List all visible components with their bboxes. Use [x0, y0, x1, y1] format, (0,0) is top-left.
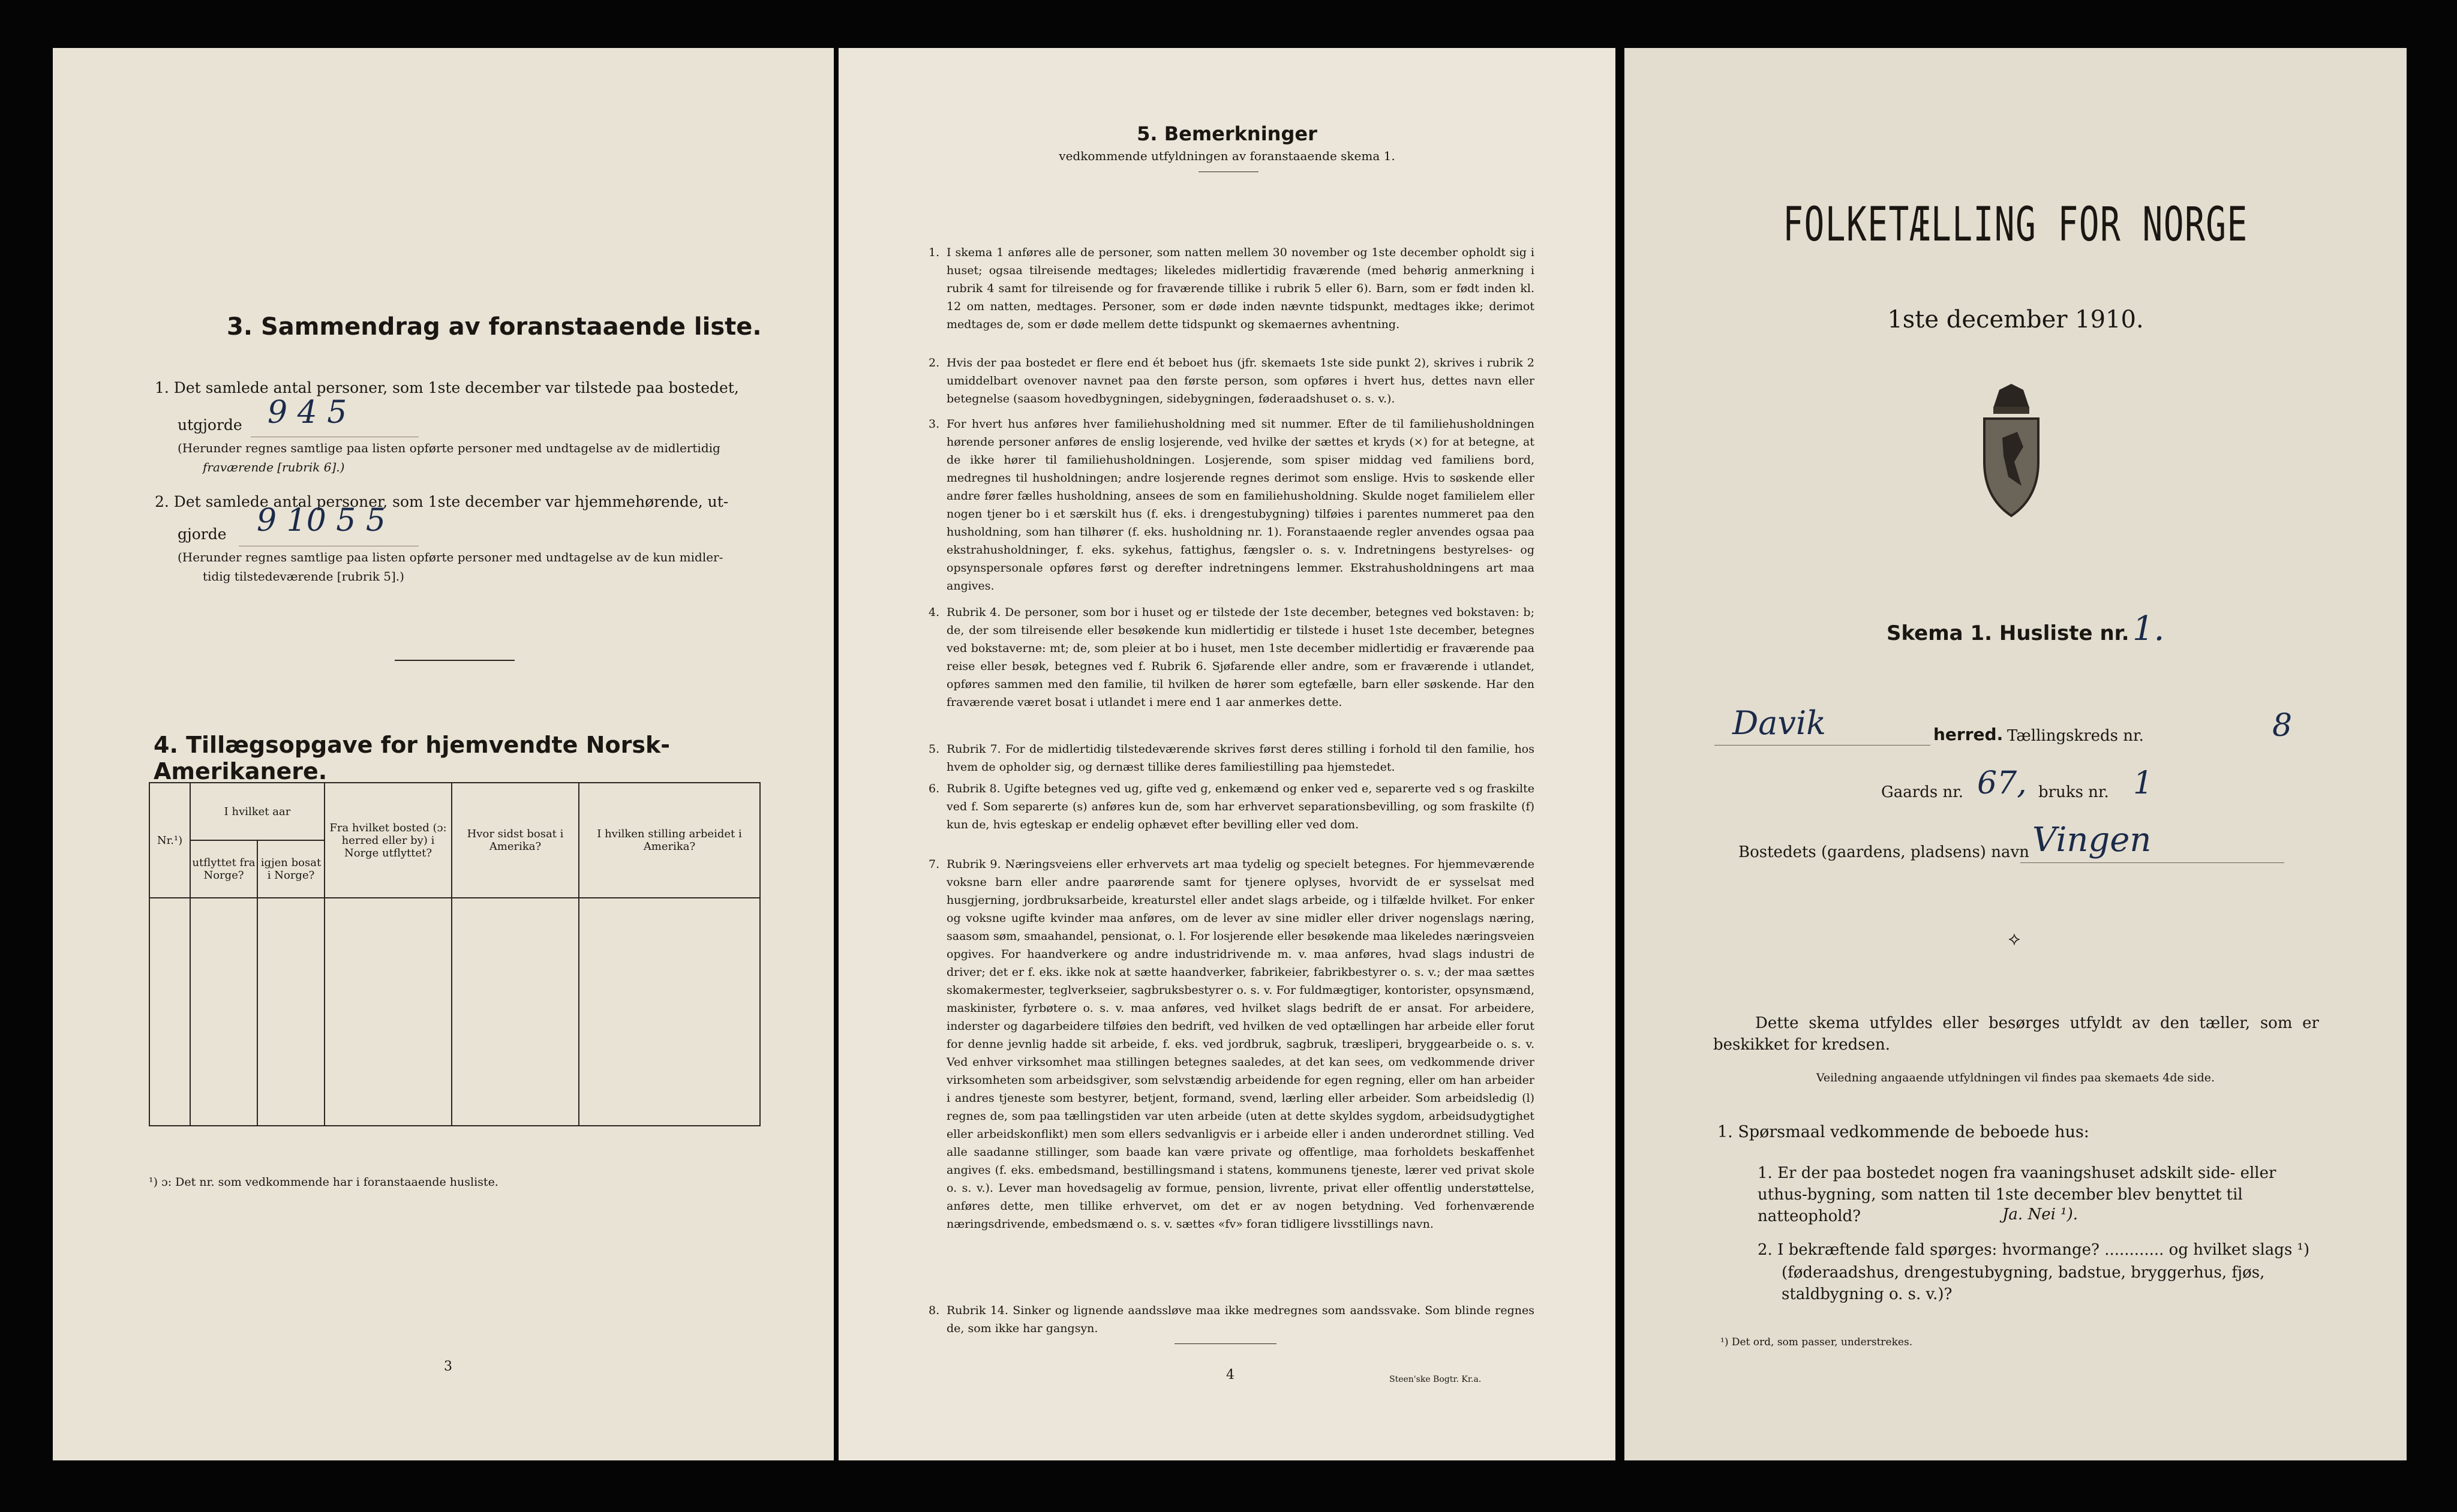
question-1: 1. Er der paa bostedet nogen fra vaaningshuset adskilt side- eller uthus-bygning, som natten til 1ste december blev benyttet til natteophold? [1758, 1164, 2276, 1225]
question-2-detail: (føderaadshus, drengestubygning, badstue, bryggerhus, fjøs, staldbygning o. s. v.)? [1782, 1264, 2265, 1303]
remarks-subtitle: vedkommende utfyldningen av foranstaaende skema 1. [1059, 149, 1395, 163]
remark-text: Rubrik 9. Næringsveiens eller erhvervets art maa tydelig og specielt betegnes. For hjemmeværende voksne barn eller andre paarørende samt for tjenere oplyses, hvorvidt de er sysselsat med husgjerning, jordbruksarbeide, kreaturstel eller andet slags arbeide, og i tilfælde hvilket. For enker og voksne ugifte kvinder maa anføres, om de lever av sine midler eller driver nogenslags næring, saasom søm, smaahandel, pensionat, o. l. For losjerende eller besøkende maa likeledes næringsveien opgives. For haandverkere og andre industridrivende m. v. maa anføres, hvad slags industri de driver; det er f. eks. ikke nok at sætte haandverker, fabrikeier, fabrikbestyrer o. s. v.; der maa sættes skomakermester, teglverkseier, sagbruksbestyrer o. s. v. For fuldmægtiger, kontorister, opsynsmænd, maskinister, fyrbøtere o. s. v. maa anføres, ved hvilket slags bedrift de er ansat. For arbeidere, inderster og dagarbeidere tilføies den bedrift, ved hvilken de ved optællingen har arbeide eller forut for denne jevnlig hadde sit arbeide, f. eks. ved jordbruk, sagbruk, træsliperi, bryggearbeide o. s. v. Ved enhver virksomhet maa stillingen betegnes saaledes, at det kan sees, om vedkommende driver virksomheten som arbeidsgiver, som selvstændig arbeidende for egen regning, eller om han arbeider i andres tjeneste som bestyrer, betjent, formand, svend, lærling eller arbeider. Som arbeidsledig (l) regnes de, som paa tællingstiden var uten arbeide (uten at dette skyldes sygdom, arbeidsudygtighet eller arbeidskonflikt) men som ellers sedvanligvis er i arbeide eller i anden underordnet stilling. Ved alle saadanne stillinger, som baade kan være private og offentlige, maa forholdets beskaffenhet angives (f. eks. embedsmand, bestillingsmand i statens, kommunens tjeneste, lærer ved privat skole o. s. v.). Lever man hovedsagelig av formue, pension, livrente, privat eller offentlig understøttelse, anføres dette, men tillike erhvervet, om det er av nogen betydning. Ved forhenværende næringsdrivende, embedsmænd o. s. v. sættes «fv» foran tidligere livsstillings navn. [947, 858, 1534, 1231]
norsk-amerikanere-table [149, 782, 761, 1126]
questions-title: 1. Spørsmaal vedkommende de beboede hus: [1717, 1123, 2089, 1141]
remark-number: 5. [929, 743, 940, 756]
skema-label: Skema 1. Husliste nr. [1887, 621, 2129, 645]
herred-label: herred. [1933, 725, 2004, 744]
remark-number: 4. [929, 606, 940, 619]
bruks-value: 1 [2133, 765, 2153, 801]
remark-text: Rubrik 14. Sinker og lignende aandssløve maa ikke medregnes som aandssvake. Som blinde regnes de, som ikke har gangsyn. [947, 1304, 1534, 1335]
summary-item1-note1: (Herunder regnes samtlige paa listen opførte personer med undtagelse av de midlertidig [178, 441, 720, 455]
summary-item1-handwritten-value: 9 4 5 [268, 395, 347, 431]
left-page [53, 48, 834, 1460]
summary-item1-text: 1. Det samlede antal personer, som 1ste december var tilstede paa bostedet, [155, 379, 739, 396]
remark-text: I skema 1 anføres alle de personer, som natten mellem 30 november og 1ste december opholdt sig i huset; ogsaa tilreisende medtages; likeledes midlertidig fraværende (med behørig anmerkning i rubrik 4 samt for tilreisende og for fraværende tillike i rubrik 5 eller 6). Barn, som er født inden kl. 12 om natten, medtages. Personer, som er døde inden nævnte tidspunkt, medtages ikke; derimot medtages de, som er døde mellem dette tidspunkt og skemaernes avhentning. [947, 246, 1534, 331]
husliste-nr-value: 1. [2132, 609, 2165, 648]
remark-text: Rubrik 8. Ugifte betegnes ved ug, gifte ved g, enkemænd og enker ved e, separerte ved s og fraskilte ved f. Som separerte (s) anføres kun de, som har erhvervet separationsbevilling, og som fraskilte (f) kun de, hvis egteskap er endelig ophævet efter bevilling eller ved dom. [947, 782, 1534, 831]
middle-page [839, 48, 1615, 1460]
bosted-label: Bostedets (gaardens, pladsens) navn [1738, 843, 2029, 861]
remark-number: 8. [929, 1304, 940, 1317]
remark-number: 6. [929, 782, 940, 795]
cover-title: FOLKETÆLLING FOR NORGE [1783, 198, 2248, 252]
summary-item2-note1: (Herunder regnes samtlige paa listen opførte personer med undtagelse av de kun midler- [178, 550, 723, 564]
col-bosted-header: Fra hvilket bosted (ɔ: herred eller by) i Norge utflyttet? [325, 783, 452, 898]
remark-text: Rubrik 7. For de midlertidig tilstedeværende skrives først deres stilling i forhold til den familie, hos hvem de opholder sig, og dernæst tillike deres familiestilling paa hjemstedet. [947, 743, 1534, 774]
col-igjen-header: igjen bosat i Norge? [257, 840, 325, 898]
remark-item [929, 415, 1534, 601]
section3-title: 3. Sammendrag av foranstaaende liste. [227, 313, 762, 341]
page-number: 3 [444, 1359, 452, 1374]
col-group-header: I hvilket aar [190, 783, 325, 840]
summary-item2-note2: tidig tilstedeværende [rubrik 5].) [203, 569, 404, 584]
printer-mark: Steen'ske Bogtr. Kr.a. [1389, 1375, 1482, 1384]
cover-footnote: ¹) Det ord, som passer, understrekes. [1720, 1336, 1913, 1348]
question-1-answer: Ja. Nei ¹). [2002, 1206, 2078, 1224]
remark-number: 7. [929, 858, 940, 871]
table-body-row [149, 898, 760, 1126]
remark-number: 1. [929, 246, 940, 259]
cover-date: 1ste december 1910. [1887, 306, 2144, 333]
gaards-label: Gaards nr. [1881, 783, 1964, 801]
remark-number: 2. [929, 356, 940, 369]
summary-item2-prefix: gjorde [178, 525, 227, 543]
bosted-value: Vingen [2032, 820, 2152, 859]
herred-value: Davik [1732, 704, 1826, 742]
kreds-label: Tællingskreds nr. [2007, 727, 2144, 745]
remark-text: Rubrik 4. De personer, som bor i huset og er tilstede der 1ste december, betegnes ved bokstaven: b; de, der som tilreisende eller besøkende kun midlertidig er tilstede i huset 1ste december, betegnes ved bokstaverne: mt; de, som pleier at bo i huset, men 1ste december midlertidig er fraværende paa reise eller besøk, betegnes ved f. Rubrik 6. Sjøfarende eller andre, som er fraværende i utlandet, opføres sammen med den familie, til hvilken de hører som egtefælle, barn eller søskende. Har den fraværende været bosat i utlandet i mere end 1 aar anmerkes dette. [947, 606, 1534, 709]
remark-item [929, 244, 1534, 351]
remark-item [929, 1301, 1534, 1337]
instruction-note: Veiledning angaaende utfyldningen vil findes paa skemaets 4de side. [1816, 1071, 2215, 1084]
summary-item1-note2: fraværende [rubrik 6].) [203, 460, 345, 474]
remark-item [929, 855, 1534, 1335]
summary-item2-text: 2. Det samlede antal personer, som 1ste december var hjemmehørende, ut- [155, 493, 729, 510]
remark-item [929, 354, 1534, 411]
remark-item [929, 740, 1534, 776]
remark-item [929, 603, 1534, 737]
right-page-cover [1624, 48, 2407, 1460]
summary-item2-handwritten-value: 9 10 5 5 [257, 503, 386, 539]
divider [395, 660, 515, 661]
remark-text: For hvert hus anføres hver familiehusholdning med sit nummer. Efter de til familiehusholdningen hørende personer anføres de enslig losjerende, ved hvilke der sættes et kryds (×) for at betegne, at de ikke hører til familiehusholdningen. Losjerende, som spiser middag ved familiens bord, medregnes til husholdningen; andre losjerende regnes derimot som enslige. Hvis to søskende eller andre fører fælles husholdning, ansees de som en familiehusholdning. Skulde noget familielem eller nogen tjener bo i et særskilt hus (f. eks. i drengestubygning) tilføies i parentes nummeret paa den husholdning, som han tilhører (f. eks. husholdning nr. 1). Foranstaaende regler anvendes ogsaa paa ekstrahusholdninger, f. eks. sykehus, fattighus, fængsler o. s. v. Indretningens bestyrelses- og opsynspersonale opføres først og derefter indretningens lemmer. Ekstrahusholdningens art maa angives. [947, 417, 1534, 593]
kreds-value: 8 [2272, 708, 2293, 744]
bruks-label: bruks nr. [2038, 783, 2109, 801]
section4-title: 4. Tillægsopgave for hjemvendte Norsk-Amerikanere. [154, 732, 670, 784]
coat-of-arms-icon [1966, 372, 2056, 522]
gaards-value: 67, [1977, 765, 2027, 801]
summary-item1-prefix: utgjorde [178, 416, 242, 434]
remark-text: Hvis der paa bostedet er flere end ét beboet hus (jfr. skemaets 1ste side punkt 2), skrives i rubrik 2 umiddelbart ovenover navnet paa den første person, som opføres i hvert hus, dettes navn eller betegnelse (saasom hovedbygningen, sidebygningen, føderaadshuset o. s. v.). [947, 356, 1534, 405]
col-amerika-header: Hvor sidst bosat i Amerika? [452, 783, 579, 898]
table-footnote: ¹) ɔ: Det nr. som vedkommende har i foranstaaende husliste. [149, 1176, 498, 1189]
remark-item [929, 780, 1534, 850]
col-stilling-header: I hvilken stilling arbeidet i Amerika? [579, 783, 760, 898]
col-nr-header: Nr.¹) [149, 783, 190, 898]
ornament: ⟡ [2008, 928, 2020, 949]
question-2: 2. I bekræftende fald spørges: hvormange? ............ og hvilket slags ¹) [1758, 1241, 2310, 1259]
page-number: 4 [1226, 1367, 1234, 1382]
remarks-title: 5. Bemerkninger [1137, 122, 1317, 145]
remark-number: 3. [929, 417, 940, 431]
col-utflyttet-header: utflyttet fra Norge? [190, 840, 257, 898]
instruction-text: Dette skema utfyldes eller besørges utfyldt av den tæller, som er beskikket for kredsen. [1713, 1014, 2319, 1054]
